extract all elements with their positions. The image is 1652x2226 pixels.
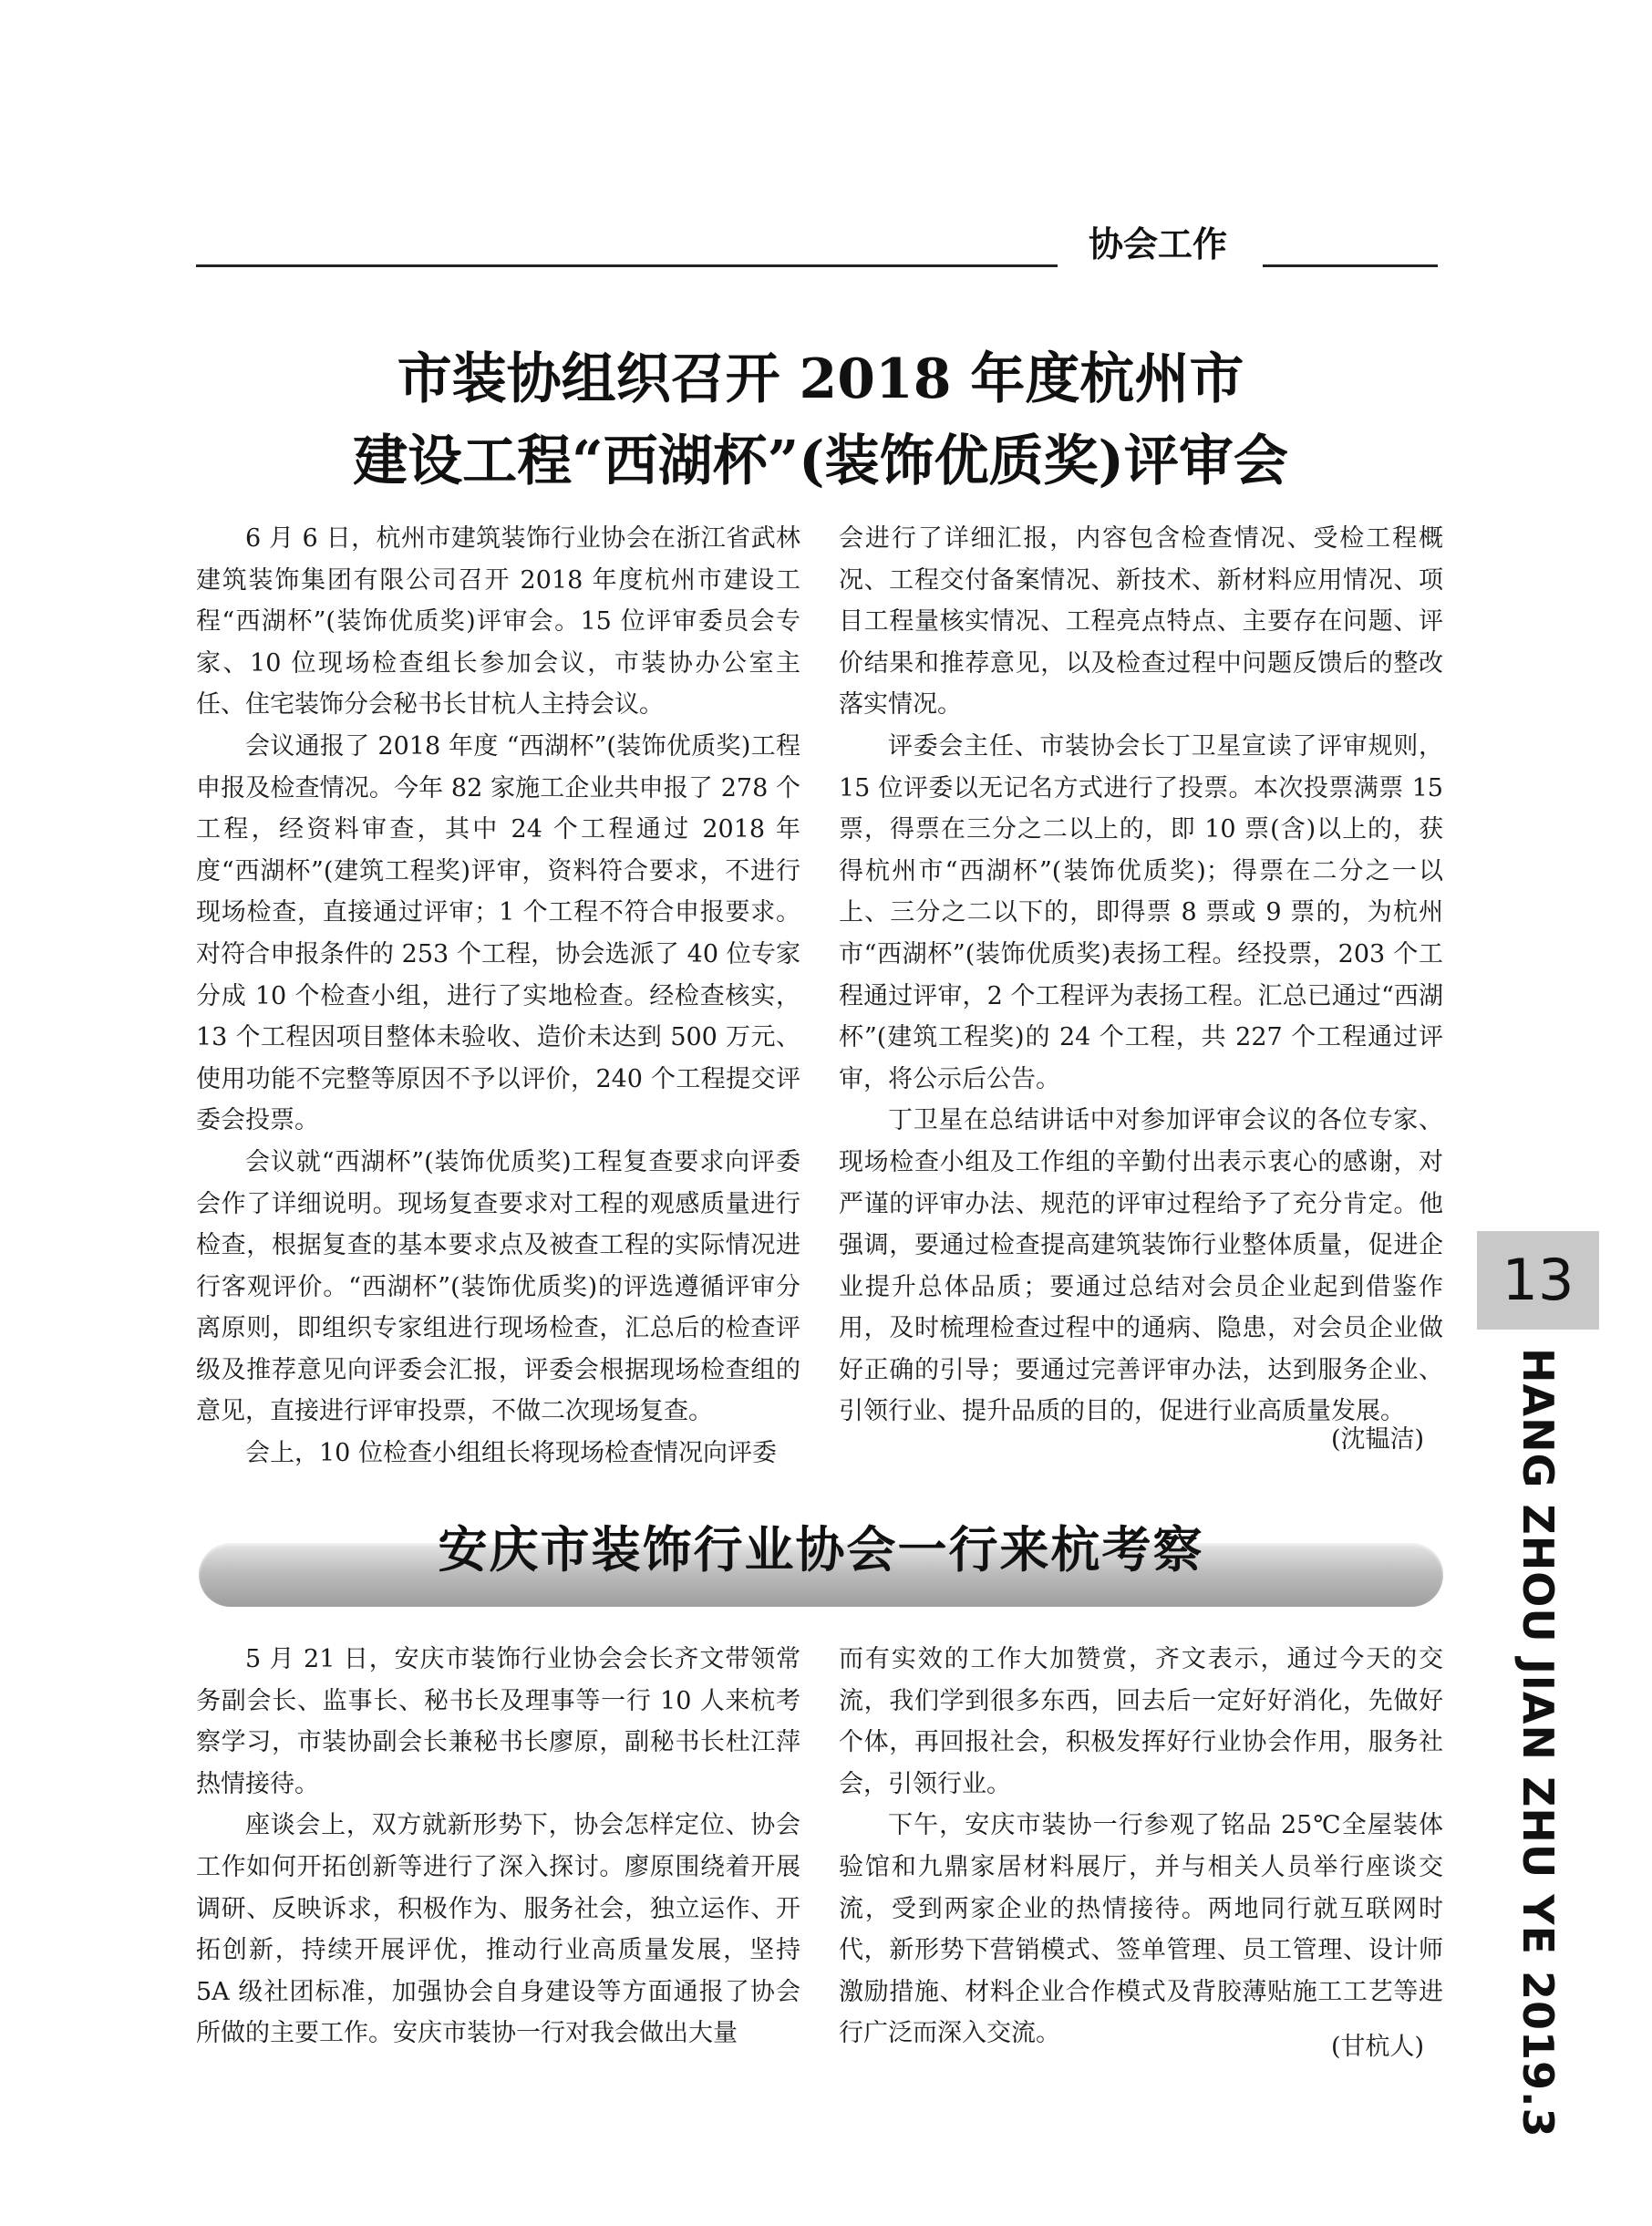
article2-author: (甘杭人) [1331,2033,1425,2061]
article1-paragraph: 会上，10 位检查小组组长将现场检查情况向评委 [245,1439,777,1468]
article1-paragraph: 会议就“西湖杯”(装饰优质奖)工程复查要求向评委会作了详细说明。现场复查要求对工程的观感质量进行检查，根据复查的基本要求点及被查工程的实际情况进行客观评价。“西湖杯”(装饰优质奖)的评选遵循评审分离原则，即组织专家组进行现场检查，汇总后的检查评级及推荐意见向评委会汇报，评委会根据现场检查组的意见，直接进行评审投票，不做二次现场复查。 [196,1147,800,1426]
section-label: 协会工作 [1088,224,1227,264]
article2-left-column [196,1639,800,2055]
article2-paragraph: 而有实效的工作大加赞赏，齐文表示，通过今天的交流，我们学到很多东西，回去后一定好好消化，先做好个体，再回报社会，积极发挥好行业协会作用，服务社会，引领行业。 [839,1645,1443,1798]
article1-paragraph: 会议通报了 2018 年度 “西湖杯”(装饰优质奖)工程申报及检查情况。今年 82 家施工企业共申报了 278 个工程，经资料审查，其中 24 个工程通过 2018 年度“西湖杯”(建筑工程奖)评审，资料符合要求，不进行现场检查，直接通过评审；1 个工程不符合申报要求。对符合申报条件的 253 个工程，协会选派了 40 位专家分成 10 个检查小组，进行了实地检查。经检查核实，13 个工程因项目整体未验收、造价未达到 500 万元、使用功能不完整等原因不予以评价，240 个工程提交评委会投票。 [196,731,800,1135]
article1-paragraph: 评委会主任、市装协会长丁卫星宣读了评审规则，15 位评委以无记名方式进行了投票。本次投票满票 15 票，得票在三分之二以上的，即 10 票(含)以上的，获得杭州市“西湖杯”(装饰优质奖)；得票在二分之一以上、三分之二以下的，即得票 8 票或 9 票的，为杭州市“西湖杯”(装饰优质奖)表扬工程。经投票，203 个工程通过评审，2 个工程评为表扬工程。汇总已通过“西湖杯”(建筑工程奖)的 24 个工程，共 227 个工程通过评审，将公示后公告。 [839,731,1443,1093]
article1-right-column [839,518,1443,1433]
journal-name-strip [1472,1348,1605,2138]
article1-title-line1: 市装协组织召开 2018 年度杭州市 [397,347,1244,411]
article1-paragraph: 丁卫星在总结讲话中对参加评审会议的各位专家、现场检查小组及工作组的辛勤付出表示衷心的感谢，对严谨的评审办法、规范的评审过程给予了充分肯定。他强调，要通过检查提高建筑装饰行业整体质量，促进企业提升总体品质；要通过总结对会员企业起到借鉴作用，及时梳理检查过程中的通病、隐患，对会员企业做好正确的引导；要通过完善评审办法，达到服务企业、引领行业、提升品质的目的，促进行业高质量发展。 [839,1106,1443,1426]
article1-author: (沈韫洁) [1331,1425,1425,1454]
article2-title: 安庆市装饰行业协会一行来杭考察 [438,1521,1204,1579]
article2-paragraph: 座谈会上，双方就新形势下，协会怎样定位、协会工作如何开拓创新等进行了深入探讨。廖原围绕着开展调研、反映诉求，积极作为、服务社会，独立运作、开拓创新，持续开展评优，推动行业高质量发展，坚持 5A 级社团标准，加强协会自身建设等方面通报了协会所做的主要工作。安庆市装协一行对我会做出大量 [196,1811,800,2048]
page-number: 13 [1477,1231,1599,1330]
section-rule-right [1263,264,1438,267]
article1-paragraph: 6 月 6 日，杭州市建筑装饰行业协会在浙江省武林建筑装饰集团有限公司召开 2018 年度杭州市建设工程“西湖杯”(装饰优质奖)评审会。15 位评审委员会专家、10 位现场检查组长参加会议，市装协办公室主任、住宅装饰分会秘书长甘杭人主持会议。 [196,524,800,720]
article1-title-line2: 建设工程“西湖杯”(装饰优质奖)评审会 [353,430,1288,493]
article1-left-column [196,518,800,1475]
article1-paragraph: 会进行了详细汇报，内容包含检查情况、受检工程概况、工程交付备案情况、新技术、新材料应用情况、项目工程量核实情况、工程亮点特点、主要存在问题、评价结果和推荐意见，以及检查过程中问题反馈后的整改落实情况。 [839,524,1443,720]
article2-right-column [839,1639,1443,2055]
article2-paragraph: 5 月 21 日，安庆市装饰行业协会会长齐文带领常务副会长、监事长、秘书长及理事等一行 10 人来杭考察学习，市装协副会长兼秘书长廖原，副秘书长杜江萍热情接待。 [196,1645,800,1798]
section-rule-left [196,264,1058,267]
journal-name: HANG ZHOU JIAN ZHU YE 2019.3 [1513,1348,1563,2138]
article2-paragraph: 下午，安庆市装协一行参观了铭品 25℃全屋装体验馆和九鼎家居材料展厅，并与相关人员举行座谈交流，受到两家企业的热情接待。两地同行就互联网时代，新形势下营销模式、签单管理、员工管理、设计师激励措施、材料企业合作模式及背胶薄贴施工工艺等进行广泛而深入交流。 [839,1811,1443,2048]
